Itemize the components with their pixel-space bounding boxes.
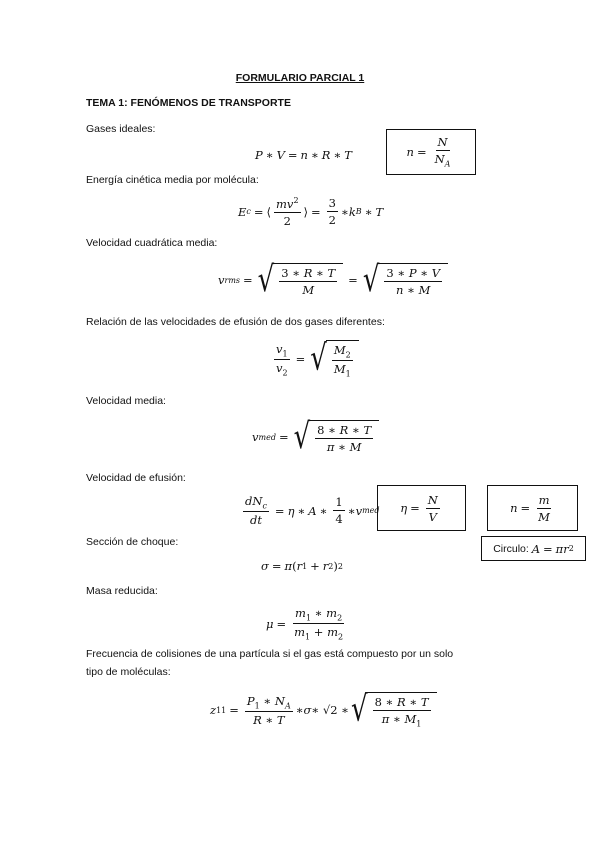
collision-frequency-label-line1: Frecuencia de colisiones de una partícula si el gas está compuesto por un solo — [86, 648, 454, 660]
ideal-gases-label: Gases ideales: — [86, 123, 156, 135]
rms-velocity-equation: v rms = √ $\frac{3 ∗ R ∗ T}{M}$ = √ $\frac{3 ∗ P ∗ V}{n ∗ M}$ — [218, 263, 450, 297]
effusion-ratio-label: Relación de las velocidades de efusión de dos gases diferentes: — [86, 316, 385, 328]
collision-section-equation: σ = π ( r 1 + r 2 ) 2 — [261, 559, 343, 573]
ideal-gas-equation: P ∗ V = n ∗ R ∗ T — [255, 148, 352, 162]
effusion-velocity-label: Velocidad de efusión: — [86, 472, 186, 484]
rms-velocity-label: Velocidad cuadrática media: — [86, 237, 218, 249]
page-title: FORMULARIO PARCIAL 1 — [235, 72, 365, 84]
n-mass-box: n = $\frac{m}{M}$ — [487, 485, 578, 531]
mean-velocity-label: Velocidad media: — [86, 395, 166, 407]
reduced-mass-label: Masa reducida: — [86, 585, 158, 597]
collision-section-label: Sección de choque: — [86, 536, 179, 548]
kinetic-energy-equation: E c = ⟨ $\frac{mv^2}{2}$ ⟩ = $\frac{3}{2}$ ∗ k B ∗ T — [238, 196, 384, 228]
kinetic-energy-label: Energía cinética media por molécula: — [86, 174, 259, 186]
effusion-ratio-equation: $\frac{v_1}{v_2}$ = √ $\frac{M_2}{M_1}$ — [271, 340, 361, 379]
mean-velocity-equation: v med = √ $\frac{8 ∗ R ∗ T}{\pi ∗ M}$ — [252, 420, 381, 454]
circle-area-box: Circulo: A = πr 2 — [481, 536, 586, 561]
section-heading: TEMA 1: FENÓMENOS DE TRANSPORTE — [86, 97, 291, 109]
collision-frequency-label-line2: tipo de moléculas: — [86, 666, 171, 678]
eta-box: η = $\frac{N}{V}$ — [377, 485, 466, 531]
effusion-velocity-equation: $\frac{dN_c}{dt}$ = η ∗ A ∗ $\frac{1}{4}$ ∗ v med — [245, 494, 380, 528]
moles-box: n = $\frac{N}{N_A}$ — [386, 129, 476, 175]
reduced-mass-equation: μ = $\frac{m_1 ∗ m_2}{m_1 + m_2}$ — [266, 606, 344, 642]
collision-frequency-equation: z 11 = $\frac{P_1 ∗ N_A}{R ∗ T}$ ∗ σ ∗ √2 ∗ √ $\frac{8 ∗ R ∗ T}{\pi ∗ M_1}$ — [210, 692, 439, 728]
